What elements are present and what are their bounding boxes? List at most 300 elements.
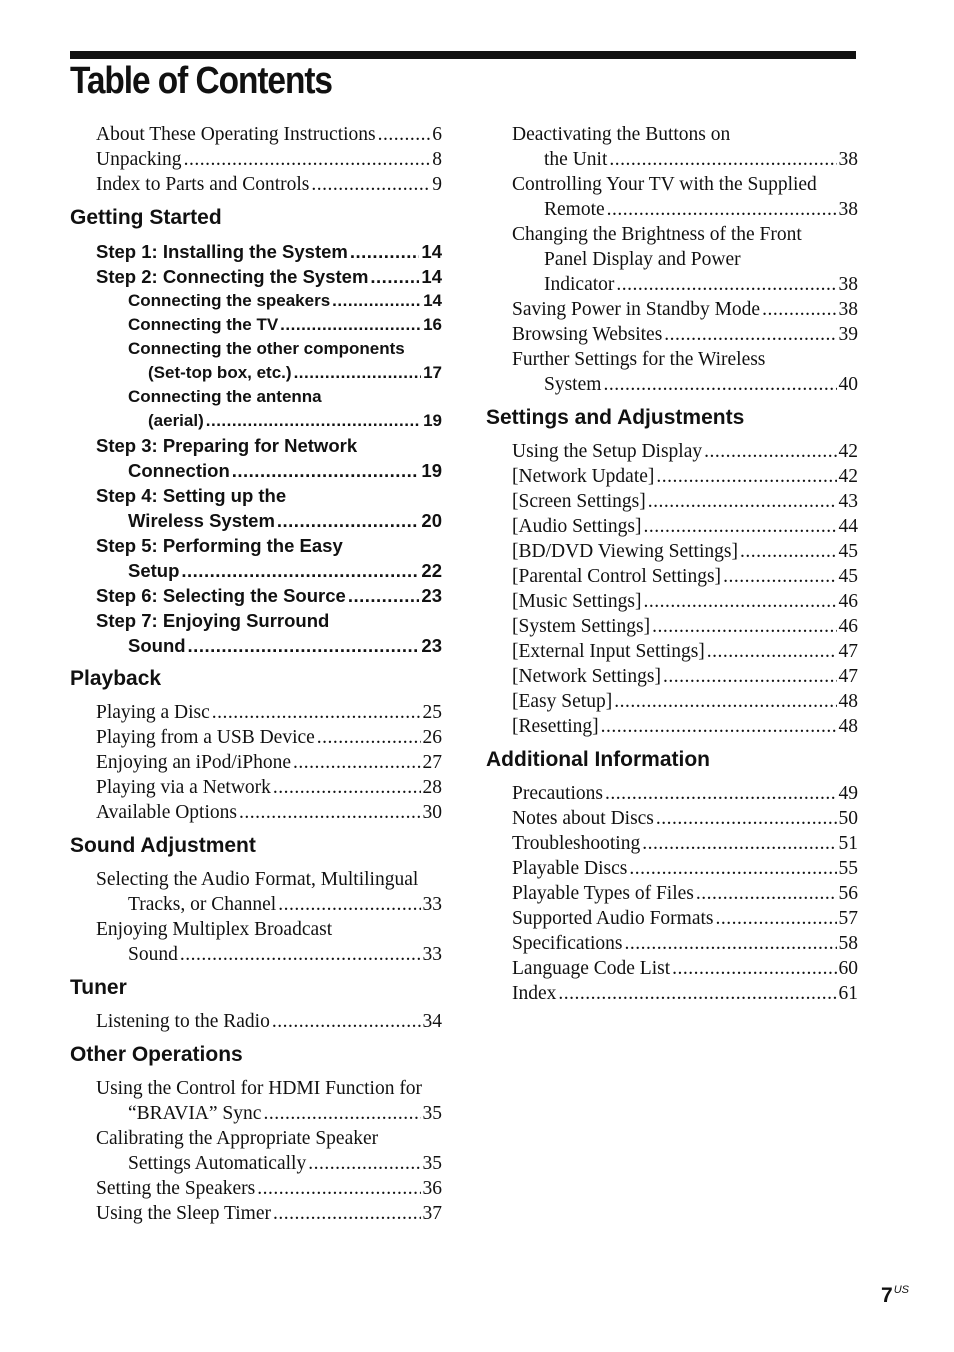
toc-entry-text: Step 2: Connecting the System	[96, 266, 369, 287]
toc-group	[70, 700, 442, 825]
toc-group	[70, 867, 442, 967]
toc-entry[interactable]	[486, 489, 858, 514]
toc-entry[interactable]	[70, 313, 442, 337]
toc-entry-line	[96, 264, 442, 289]
toc-page-number: 14	[421, 266, 442, 287]
toc-entry[interactable]	[70, 700, 442, 725]
toc-entry-text: Further Settings for the Wireless	[512, 349, 766, 370]
toc-page-number: 44	[838, 516, 858, 537]
toc-page-number: 58	[838, 933, 858, 954]
section-heading: Getting Started	[70, 206, 222, 229]
toc-entry-text: [BD/DVD Viewing Settings]	[512, 541, 738, 562]
toc-entry-text: Step 5: Performing the Easy	[96, 535, 343, 556]
toc-page-number: 14	[421, 241, 442, 262]
toc-page-number: 17	[423, 363, 442, 382]
toc-entry-text: Language Code List	[512, 958, 671, 979]
toc-entry-text: Wireless System	[128, 510, 275, 531]
dot-leader	[370, 264, 419, 289]
toc-entry-text: Connection	[128, 460, 230, 481]
toc-entry-line	[96, 1076, 442, 1101]
toc-entry-text: Step 7: Enjoying Surround	[96, 610, 330, 631]
toc-entry[interactable]	[70, 147, 442, 172]
section-heading: Playback	[70, 667, 162, 690]
dot-leader	[257, 1176, 420, 1201]
dot-leader	[181, 558, 419, 583]
toc-entry-line	[96, 122, 442, 147]
toc-page-number: 51	[838, 833, 858, 854]
toc-entry-line	[96, 1009, 442, 1034]
toc-entry[interactable]	[486, 172, 858, 222]
dot-leader	[642, 831, 836, 856]
dot-leader	[603, 372, 836, 397]
toc-entry-line	[96, 583, 442, 608]
toc-entry-line	[96, 558, 442, 583]
dot-leader	[607, 197, 837, 222]
toc-entry[interactable]	[486, 464, 858, 489]
toc-entry-text: “BRAVIA” Sync	[128, 1103, 262, 1124]
toc-entry[interactable]	[70, 608, 442, 658]
toc-page-number: 61	[838, 983, 858, 1004]
toc-entry-line	[128, 409, 442, 433]
toc-entry[interactable]	[70, 917, 442, 967]
dot-leader	[280, 313, 421, 337]
toc-entry-text: Playing via a Network	[96, 777, 271, 798]
toc-entry-line	[96, 725, 442, 750]
page-title: Table of Contents	[70, 60, 332, 102]
toc-column-left	[70, 122, 442, 1226]
dot-leader	[656, 806, 837, 831]
toc-entry[interactable]	[486, 347, 858, 397]
toc-entry-line	[512, 489, 858, 514]
toc-entry-line	[512, 122, 858, 147]
toc-entry-text: Panel Display and Power	[544, 249, 741, 270]
toc-entry-text: Listening to the Radio	[96, 1011, 270, 1032]
toc-entry[interactable]	[70, 867, 442, 917]
toc-entry[interactable]	[486, 714, 858, 739]
toc-page-number: 49	[838, 783, 858, 804]
toc-entry-line	[512, 931, 858, 956]
toc-page-number: 56	[838, 883, 858, 904]
toc-entry-line	[128, 289, 442, 313]
toc-entry[interactable]	[486, 664, 858, 689]
dot-leader	[656, 464, 836, 489]
section-heading: Settings and Adjustments	[486, 406, 745, 429]
toc-page-number: 33	[422, 944, 442, 965]
toc-entry-text: Calibrating the Appropriate Speaker	[96, 1128, 379, 1149]
toc-entry[interactable]	[70, 775, 442, 800]
toc-entry[interactable]	[70, 533, 442, 583]
toc-group	[70, 239, 442, 658]
toc-page-number: 43	[838, 491, 858, 512]
toc-entry-text: Notes about Discs	[512, 808, 654, 829]
toc-page-number: 38	[838, 199, 858, 220]
dot-leader	[716, 906, 837, 931]
toc-entry-text: Remote	[544, 199, 605, 220]
toc-entry-line	[512, 589, 858, 614]
toc-entry-text: [Network Settings]	[512, 666, 661, 687]
dot-leader	[378, 122, 431, 147]
dot-leader	[558, 981, 836, 1006]
toc-entry-line	[96, 800, 442, 825]
toc-page-number: 38	[838, 274, 858, 295]
toc-entry[interactable]	[70, 583, 442, 608]
toc-entry-line	[96, 1101, 442, 1126]
dot-leader	[273, 775, 421, 800]
toc-entry-line	[512, 856, 858, 881]
toc-entry-text: Settings Automatically	[128, 1153, 307, 1174]
toc-page-number: 38	[838, 149, 858, 170]
toc-entry[interactable]	[70, 750, 442, 775]
toc-entry-line	[512, 322, 858, 347]
toc-entry-line	[128, 361, 442, 385]
toc-entry-line	[512, 806, 858, 831]
toc-entry[interactable]	[486, 297, 858, 322]
toc-entry-text: Controlling Your TV with the Supplied	[512, 174, 817, 195]
toc-entry-text: Sound	[128, 944, 178, 965]
toc-page-number: 47	[838, 641, 858, 662]
toc-entry-text: Troubleshooting	[512, 833, 641, 854]
toc-entry-text: Saving Power in Standby Mode	[512, 299, 761, 320]
toc-entry-text: [Resetting]	[512, 716, 599, 737]
page-number-value: 7	[881, 1284, 893, 1307]
dot-leader	[672, 956, 836, 981]
toc-entry[interactable]	[70, 800, 442, 825]
toc-entry-text: Playable Discs	[512, 858, 628, 879]
toc-page-number: 42	[838, 441, 858, 462]
dot-leader	[609, 147, 836, 172]
toc-page-number: 20	[421, 510, 442, 531]
toc-entry-line	[96, 917, 442, 942]
dot-leader	[707, 639, 837, 664]
toc-page-number: 37	[422, 1203, 442, 1224]
toc-entry-text: Playable Types of Files	[512, 883, 694, 904]
toc-page-number: 45	[838, 541, 858, 562]
dot-leader	[723, 564, 836, 589]
dot-leader	[601, 714, 837, 739]
toc-entry-line	[512, 689, 858, 714]
section-heading: Additional Information	[486, 748, 710, 771]
toc-entry-line	[96, 433, 442, 458]
toc-entry-line	[96, 700, 442, 725]
toc-entry-text: [Parental Control Settings]	[512, 566, 722, 587]
dot-leader	[348, 583, 420, 608]
toc-entry-text: (aerial)	[148, 411, 204, 430]
dot-leader	[664, 322, 836, 347]
toc-entry-line	[512, 514, 858, 539]
dot-leader	[278, 892, 420, 917]
toc-entry[interactable]	[70, 725, 442, 750]
toc-entry-text: Supported Audio Formats	[512, 908, 714, 929]
toc-entry-line	[96, 608, 442, 633]
dot-leader	[740, 539, 837, 564]
toc-entry-text: [External Input Settings]	[512, 641, 705, 662]
toc-entry[interactable]	[486, 831, 858, 856]
toc-entry[interactable]	[486, 514, 858, 539]
toc-entry-line	[96, 172, 442, 197]
toc-entry-line	[96, 892, 442, 917]
toc-entry-text: Connecting the speakers	[128, 291, 331, 310]
toc-entry-line	[96, 458, 442, 483]
toc-entry[interactable]	[486, 856, 858, 881]
toc-page-number: 23	[421, 635, 442, 656]
toc-page-number: 14	[423, 291, 442, 310]
toc-entry-line	[96, 775, 442, 800]
dot-leader	[294, 361, 422, 385]
toc-group	[70, 122, 442, 197]
toc-page-number: 36	[422, 1178, 442, 1199]
toc-entry-line	[512, 464, 858, 489]
toc-entry[interactable]	[486, 439, 858, 464]
toc-entry-text: the Unit	[544, 149, 608, 170]
toc-entry-line	[96, 942, 442, 967]
toc-group	[70, 1009, 442, 1034]
toc-page-number: 9	[432, 174, 442, 195]
toc-entry-text: Using the Control for HDMI Function for	[96, 1078, 423, 1099]
toc-entry[interactable]	[70, 122, 442, 147]
toc-entry-text: About These Operating Instructions	[96, 124, 376, 145]
toc-entry-line	[512, 197, 858, 222]
toc-entry-text: Index	[512, 983, 557, 1004]
toc-entry-text: Using the Sleep Timer	[96, 1203, 271, 1224]
toc-entry-line	[96, 1176, 442, 1201]
toc-entry-text: Setup	[128, 560, 180, 581]
dot-leader	[232, 458, 420, 483]
toc-page-number: 19	[421, 460, 442, 481]
toc-entry[interactable]	[486, 906, 858, 931]
toc-page-number: 28	[422, 777, 442, 798]
toc-entry-line	[512, 831, 858, 856]
toc-entry-text: Using the Setup Display	[512, 441, 703, 462]
toc-page-number: 47	[838, 666, 858, 687]
toc-entry-line	[512, 172, 858, 197]
toc-entry[interactable]	[70, 385, 442, 433]
toc-entry[interactable]	[486, 931, 858, 956]
toc-page-number: 35	[422, 1103, 442, 1124]
toc-page-number: 48	[838, 691, 858, 712]
toc-entry[interactable]	[70, 172, 442, 197]
toc-entry-text: Available Options	[96, 802, 237, 823]
toc-page-number: 22	[421, 560, 442, 581]
dot-leader	[643, 589, 836, 614]
toc-page-number: 55	[838, 858, 858, 879]
dot-leader	[184, 147, 431, 172]
toc-page-number: 23	[421, 585, 442, 606]
toc-entry[interactable]	[70, 1201, 442, 1226]
dot-leader	[212, 700, 421, 725]
dot-leader	[317, 725, 421, 750]
toc-entry-text: [System Settings]	[512, 616, 651, 637]
toc-page-number: 34	[422, 1011, 442, 1032]
toc-entry-text: [Network Update]	[512, 466, 655, 487]
toc-page-number: 27	[422, 752, 442, 773]
toc-page-number: 45	[838, 566, 858, 587]
toc-entry-line	[512, 222, 858, 247]
toc-entry-line	[512, 614, 858, 639]
dot-leader	[311, 172, 430, 197]
toc-entry-text: Indicator	[544, 274, 615, 295]
toc-entry-text: [Audio Settings]	[512, 516, 642, 537]
toc-page-number: 60	[838, 958, 858, 979]
toc-entry[interactable]	[486, 564, 858, 589]
toc-column-right	[486, 122, 858, 1006]
toc-entry-text: Index to Parts and Controls	[96, 174, 310, 195]
page-number	[881, 1284, 909, 1308]
toc-page-number: 48	[838, 716, 858, 737]
page-number-suffix: US	[893, 1284, 909, 1296]
toc-entry-line	[512, 439, 858, 464]
dot-leader	[206, 409, 421, 433]
toc-entry[interactable]	[70, 337, 442, 385]
toc-entry-line	[96, 633, 442, 658]
dot-leader	[696, 881, 837, 906]
toc-entry-line	[512, 564, 858, 589]
toc-entry-line	[96, 750, 442, 775]
toc-page-number: 35	[422, 1153, 442, 1174]
toc-entry[interactable]	[70, 483, 442, 533]
toc-entry-line	[96, 1201, 442, 1226]
dot-leader	[663, 664, 837, 689]
toc-entry-text: Specifications	[512, 933, 623, 954]
toc-entry-text: (Set-top box, etc.)	[148, 363, 292, 382]
toc-entry-text: Enjoying Multiplex Broadcast	[96, 919, 333, 940]
dot-leader	[629, 856, 836, 881]
toc-page-number: 42	[838, 466, 858, 487]
toc-entry-line	[96, 483, 442, 508]
dot-leader	[605, 781, 837, 806]
toc-entry-text: Step 4: Setting up the	[96, 485, 287, 506]
toc-entry-text: Step 3: Preparing for Network	[96, 435, 358, 456]
toc-entry-text: Deactivating the Buttons on	[512, 124, 731, 145]
toc-entry[interactable]	[486, 122, 858, 172]
toc-entry[interactable]	[486, 881, 858, 906]
dot-leader	[762, 297, 836, 322]
section-heading: Other Operations	[70, 1043, 243, 1066]
section-heading: Tuner	[70, 976, 127, 999]
dot-leader	[180, 942, 421, 967]
toc-entry[interactable]	[70, 433, 442, 483]
toc-entry-text: Setting the Speakers	[96, 1178, 256, 1199]
toc-entry-text: System	[544, 374, 602, 395]
dot-leader	[648, 489, 837, 514]
toc-entry-line	[512, 714, 858, 739]
toc-entry-text: Precautions	[512, 783, 603, 804]
toc-entry-text: Playing from a USB Device	[96, 727, 315, 748]
toc-entry-line	[96, 239, 442, 264]
dot-leader	[614, 689, 836, 714]
toc-entry-text: Enjoying an iPod/iPhone	[96, 752, 291, 773]
dot-leader	[624, 931, 836, 956]
toc-entry-line	[512, 906, 858, 931]
toc-entry-text: Connecting the other components	[128, 339, 405, 358]
toc-entry-line	[512, 247, 858, 272]
toc-entry[interactable]	[486, 322, 858, 347]
toc-entry[interactable]	[486, 781, 858, 806]
toc-entry[interactable]	[486, 589, 858, 614]
toc-group	[486, 122, 858, 397]
dot-leader	[332, 289, 421, 313]
toc-entry-line	[96, 1126, 442, 1151]
toc-page-number: 39	[838, 324, 858, 345]
toc-page-number: 38	[838, 299, 858, 320]
toc-entry-text: Tracks, or Channel	[128, 894, 277, 915]
toc-entry-line	[96, 508, 442, 533]
toc-entry-text: Connecting the antenna	[128, 387, 322, 406]
toc-entry-line	[96, 147, 442, 172]
toc-page-number: 40	[838, 374, 858, 395]
toc-entry[interactable]	[486, 614, 858, 639]
toc-page-number: 8	[432, 149, 442, 170]
toc-entry-line	[128, 313, 442, 337]
toc-page-number: 57	[838, 908, 858, 929]
toc-entry[interactable]	[70, 1126, 442, 1176]
toc-page-number: 50	[838, 808, 858, 829]
dot-leader	[704, 439, 836, 464]
toc-entry-text: [Music Settings]	[512, 591, 642, 612]
toc-entry-text: Changing the Brightness of the Front	[512, 224, 802, 245]
toc-entry-line	[512, 539, 858, 564]
toc-entry[interactable]	[70, 239, 442, 264]
toc-entry-line	[512, 956, 858, 981]
toc-page-number: 25	[422, 702, 442, 723]
toc-entry[interactable]	[486, 222, 858, 297]
toc-entry[interactable]	[486, 689, 858, 714]
toc-entry-text: Playing a Disc	[96, 702, 210, 723]
dot-leader	[273, 1201, 421, 1226]
toc-entry[interactable]	[70, 289, 442, 313]
toc-entry-line	[512, 297, 858, 322]
toc-entry-line	[96, 533, 442, 558]
toc-entry-text: Sound	[128, 635, 186, 656]
toc-entry-line	[512, 881, 858, 906]
toc-entry-text: Step 6: Selecting the Source	[96, 585, 346, 606]
toc-entry[interactable]	[486, 539, 858, 564]
toc-entry[interactable]	[486, 639, 858, 664]
toc-entry[interactable]	[70, 1076, 442, 1126]
toc-entry-text: Connecting the TV	[128, 315, 279, 334]
toc-entry-text: Step 1: Installing the System	[96, 241, 348, 262]
title-rule	[70, 51, 856, 59]
dot-leader	[350, 239, 420, 264]
toc-entry[interactable]	[486, 956, 858, 981]
toc-group	[70, 1076, 442, 1226]
toc-entry-line	[512, 372, 858, 397]
toc-entry-line	[512, 147, 858, 172]
dot-leader	[188, 633, 420, 658]
toc-group	[486, 439, 858, 739]
toc-page-number: 33	[422, 894, 442, 915]
toc-page-number: 26	[422, 727, 442, 748]
toc-entry[interactable]	[70, 1176, 442, 1201]
toc-page-number: 6	[432, 124, 442, 145]
dot-leader	[239, 800, 421, 825]
toc-entry-text: Unpacking	[96, 149, 182, 170]
toc-entry-line	[512, 981, 858, 1006]
toc-entry-line	[512, 781, 858, 806]
dot-leader	[643, 514, 836, 539]
toc-entry-line	[128, 337, 442, 361]
toc-entry[interactable]	[486, 981, 858, 1006]
toc-entry[interactable]	[70, 264, 442, 289]
toc-entry[interactable]	[70, 1009, 442, 1034]
toc-entry-line	[512, 272, 858, 297]
toc-entry-text: [Screen Settings]	[512, 491, 646, 512]
dot-leader	[652, 614, 836, 639]
dot-leader	[293, 750, 421, 775]
dot-leader	[272, 1009, 421, 1034]
dot-leader	[616, 272, 836, 297]
toc-entry[interactable]	[486, 806, 858, 831]
toc-page-number: 16	[423, 315, 442, 334]
